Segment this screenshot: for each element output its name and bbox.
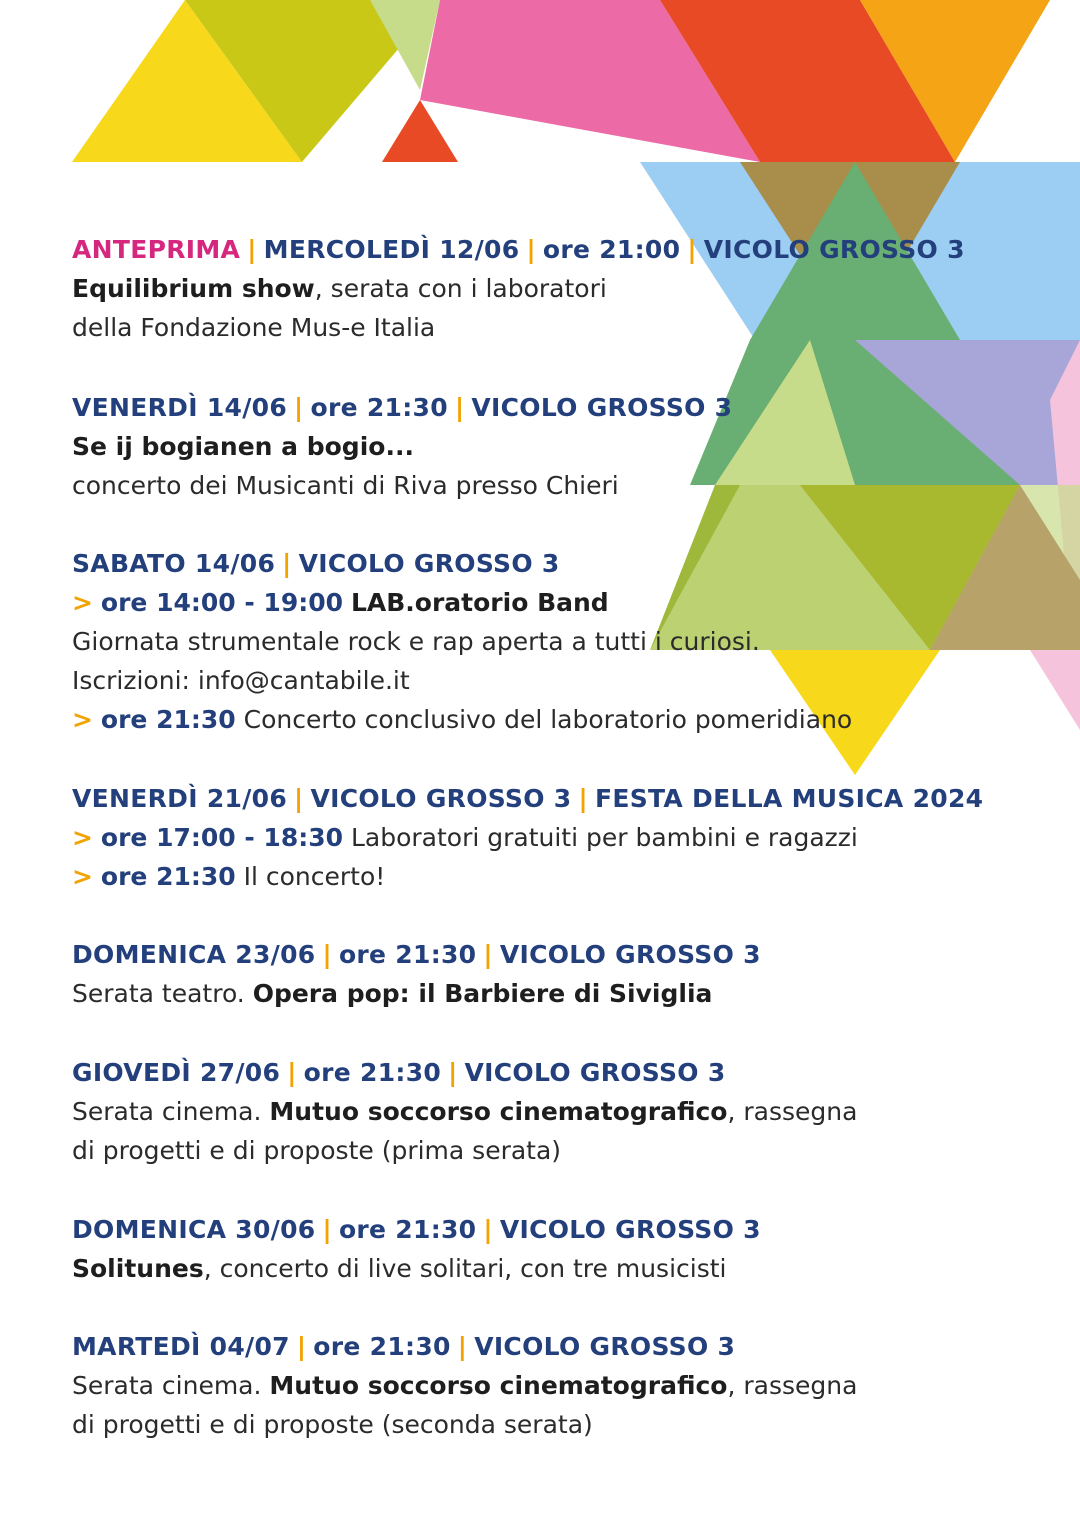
detail-text: Giornata strumentale rock e rap aperta a tutti i curiosi. bbox=[72, 627, 760, 656]
event-detail-line bbox=[72, 622, 760, 661]
heading-part: VENERDÌ 14/06 bbox=[72, 393, 288, 422]
event-detail-line bbox=[72, 661, 410, 700]
heading-part: SABATO 14/06 bbox=[72, 549, 276, 578]
heading-part: MERCOLEDÌ 12/06 bbox=[263, 235, 520, 264]
separator-bar: | bbox=[294, 784, 304, 813]
heading-part: ore 21:00 bbox=[542, 235, 681, 264]
detail-text: Laboratori gratuiti per bambini e ragazzi bbox=[350, 823, 858, 852]
separator-bar: | bbox=[454, 393, 465, 422]
heading-part: VICOLO GROSSO 3 bbox=[298, 549, 560, 578]
heading-part: ANTEPRIMA bbox=[72, 235, 241, 264]
event-detail-line bbox=[72, 1131, 561, 1170]
arrow-marker: > bbox=[72, 705, 93, 734]
separator-bar: | bbox=[294, 393, 304, 422]
time-label: ore 21:30 bbox=[100, 862, 236, 891]
event-heading bbox=[72, 388, 732, 427]
detail-prefix: Serata cinema. bbox=[72, 1371, 270, 1400]
separator-bar: | bbox=[483, 1215, 493, 1244]
separator-bar: | bbox=[296, 1332, 307, 1361]
event-heading bbox=[72, 1053, 726, 1092]
event-detail-line bbox=[72, 700, 852, 739]
event-detail-line bbox=[72, 1092, 857, 1131]
detail-text: concerto dei Musicanti di Riva presso Chieri bbox=[72, 471, 619, 500]
heading-part: DOMENICA 23/06 bbox=[72, 940, 316, 969]
event-detail-line bbox=[72, 1366, 857, 1405]
event-title: LAB.oratorio Band bbox=[350, 588, 609, 617]
heading-part: VENERDÌ 21/06 bbox=[72, 784, 288, 813]
event-title: Se ij bogianen a bogio... bbox=[72, 432, 414, 461]
event-title: Mutuo soccorso cinematografico bbox=[269, 1371, 728, 1400]
heading-part: VICOLO GROSSO 3 bbox=[464, 1058, 726, 1087]
arrow-marker: > bbox=[72, 862, 93, 891]
heading-part: ore 21:30 bbox=[303, 1058, 442, 1087]
detail-text: Il concerto! bbox=[243, 862, 386, 891]
event-heading bbox=[72, 544, 560, 583]
event-title: Solitunes bbox=[72, 1254, 204, 1283]
heading-part: ore 21:30 bbox=[338, 940, 477, 969]
detail-text: , concerto di live solitari, con tre musicisti bbox=[203, 1254, 727, 1283]
heading-part: VICOLO GROSSO 3 bbox=[310, 784, 572, 813]
detail-text: di progetti e di proposte (prima serata) bbox=[72, 1136, 562, 1165]
arrow-marker: > bbox=[72, 823, 93, 852]
time-label: ore 14:00 - 19:00 bbox=[100, 588, 344, 617]
event-title: Equilibrium show bbox=[72, 274, 315, 303]
event-heading bbox=[72, 1327, 735, 1366]
light-pink-lower-triangle bbox=[1030, 650, 1080, 730]
heading-part: VICOLO GROSSO 3 bbox=[703, 235, 965, 264]
separator-bar: | bbox=[322, 940, 332, 969]
separator-bar: | bbox=[282, 549, 292, 578]
event-detail-line bbox=[72, 1405, 593, 1444]
event-detail-line bbox=[72, 427, 414, 466]
separator-bar: | bbox=[448, 1058, 458, 1087]
event-heading bbox=[72, 230, 965, 269]
separator-bar: | bbox=[526, 235, 536, 264]
event-detail-line bbox=[72, 269, 607, 308]
detail-text: , rassegna bbox=[727, 1371, 858, 1400]
separator-bar: | bbox=[687, 235, 697, 264]
heading-part: VICOLO GROSSO 3 bbox=[474, 1332, 736, 1361]
event-detail-line bbox=[72, 818, 858, 857]
separator-bar: | bbox=[483, 940, 493, 969]
detail-text: della Fondazione Mus-e Italia bbox=[72, 313, 436, 342]
time-label: ore 17:00 - 18:30 bbox=[100, 823, 344, 852]
heading-part: VICOLO GROSSO 3 bbox=[471, 393, 733, 422]
separator-bar: | bbox=[457, 1332, 468, 1361]
detail-text: di progetti e di proposte (seconda serata) bbox=[72, 1410, 593, 1439]
separator-bar: | bbox=[287, 1058, 297, 1087]
heading-part: ore 21:30 bbox=[310, 393, 448, 422]
heading-part: VICOLO GROSSO 3 bbox=[499, 940, 761, 969]
detail-text: Concerto conclusivo del laboratorio pomeridiano bbox=[243, 705, 853, 734]
detail-text: , serata con i laboratori bbox=[314, 274, 607, 303]
detail-prefix: Serata cinema. bbox=[72, 1097, 270, 1126]
heading-part: ore 21:30 bbox=[313, 1332, 451, 1361]
heading-part: FESTA DELLA MUSICA 2024 bbox=[594, 784, 984, 813]
detail-text: Iscrizioni: info@cantabile.it bbox=[72, 666, 410, 695]
arrow-marker: > bbox=[72, 588, 93, 617]
event-heading bbox=[72, 935, 761, 974]
detail-text: , rassegna bbox=[727, 1097, 858, 1126]
event-detail-line bbox=[72, 583, 609, 622]
separator-bar: | bbox=[322, 1215, 332, 1244]
event-detail-line bbox=[72, 974, 712, 1013]
separator-bar: | bbox=[247, 235, 257, 264]
event-detail-line bbox=[72, 308, 435, 347]
orange-red-small-triangle bbox=[382, 100, 458, 162]
event-heading bbox=[72, 779, 983, 818]
heading-part: ore 21:30 bbox=[338, 1215, 477, 1244]
event-detail-line bbox=[72, 1249, 726, 1288]
event-detail-line bbox=[72, 466, 619, 505]
detail-prefix: Serata teatro. bbox=[72, 979, 253, 1008]
heading-part: GIOVEDÌ 27/06 bbox=[72, 1058, 281, 1087]
heading-part: DOMENICA 30/06 bbox=[72, 1215, 316, 1244]
event-heading bbox=[72, 1210, 761, 1249]
event-detail-line bbox=[72, 857, 385, 896]
event-title: Opera pop: il Barbiere di Siviglia bbox=[252, 979, 713, 1008]
heading-part: MARTEDÌ 04/07 bbox=[72, 1332, 290, 1361]
heading-part: VICOLO GROSSO 3 bbox=[499, 1215, 761, 1244]
event-title: Mutuo soccorso cinematografico bbox=[269, 1097, 728, 1126]
separator-bar: | bbox=[578, 784, 588, 813]
time-label: ore 21:30 bbox=[100, 705, 236, 734]
